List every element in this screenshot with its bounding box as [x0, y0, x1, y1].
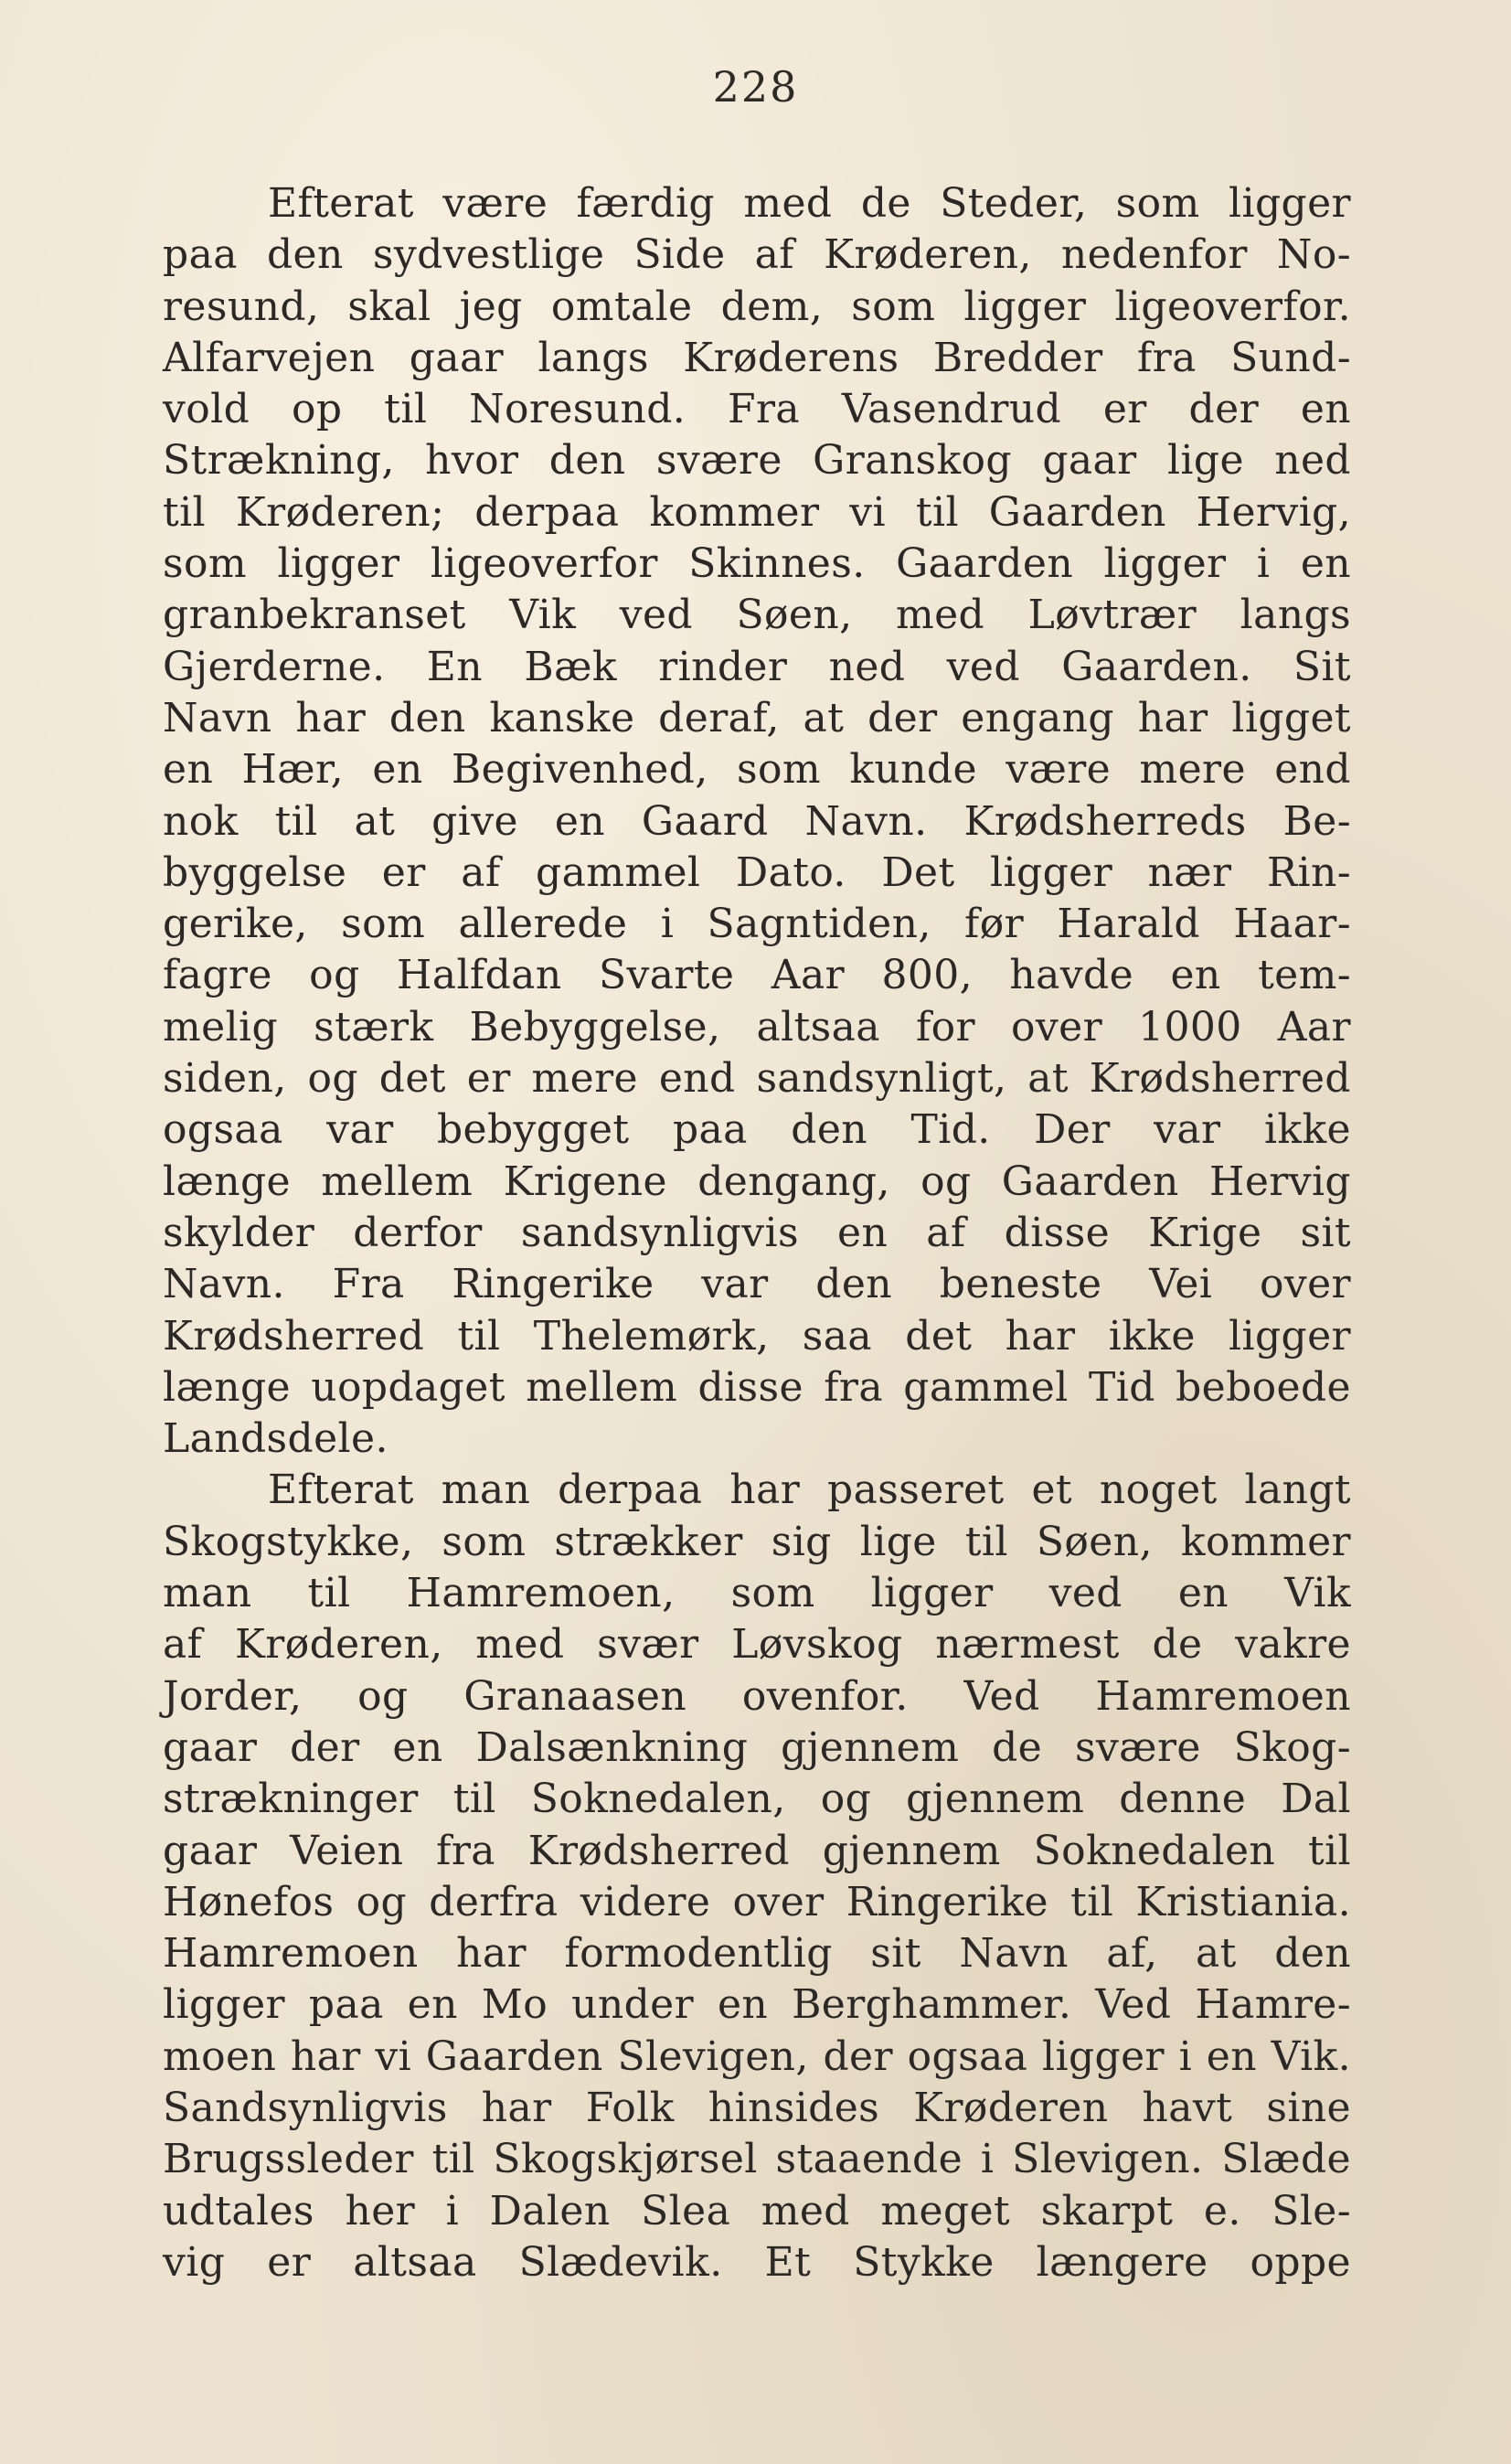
text-line: granbekranset Vik ved Søen, med Løvtrær langs — [163, 592, 1351, 639]
text-line: resund, skal jeg omtale dem, som ligger ligeoverfor. — [163, 283, 1351, 330]
text-line: Jorder, og Granaasen ovenfor. Ved Hamremoen — [163, 1672, 1351, 1720]
text-line: Skogstykke, som strækker sig lige til Søen, kommer — [163, 1518, 1351, 1565]
page-number: 228 — [712, 62, 799, 112]
text-line: Landsdele. — [163, 1415, 388, 1463]
text-line: fagre og Halfdan Svarte Aar 800, havde en tem- — [163, 952, 1351, 999]
text-line: melig stærk Bebyggelse, altsaa for over 1000 Aar — [163, 1003, 1351, 1051]
text-line: vig er altsaa Slædevik. Et Stykke længere oppe — [163, 2238, 1351, 2286]
text-line: strækninger til Soknedalen, og gjennem denne Dal — [163, 1776, 1351, 1823]
body-text — [163, 178, 1351, 2288]
text-line: vold op til Noresund. Fra Vasendrud er der en — [163, 386, 1351, 433]
text-line: gaar Veien fra Krødsherred gjennem Soknedalen til — [163, 1827, 1351, 1874]
text-line: paa den sydvestlige Side af Krøderen, nedenfor No- — [163, 231, 1351, 279]
text-line: Strækning, hvor den svære Granskog gaar lige ned — [163, 437, 1351, 485]
text-line: til Krøderen; derpaa kommer vi til Gaarden Hervig, — [163, 488, 1351, 536]
text-line: Krødsherred til Thelemørk, saa det har ikke ligger — [163, 1312, 1351, 1360]
text-line: af Krøderen, med svær Løvskog nærmest de vakre — [163, 1621, 1351, 1669]
text-line: moen har vi Gaarden Slevigen, der ogsaa ligger i en Vik. — [163, 2032, 1351, 2080]
text-line: man til Hamremoen, som ligger ved en Vik — [163, 1570, 1351, 1617]
text-line: Sandsynligvis har Folk hinsides Krøderen havt sine — [163, 2084, 1351, 2131]
text-line: en Hær, en Begivenhed, som kunde være mere end — [163, 746, 1351, 794]
text-line: skylder derfor sandsynligvis en af disse Krige sit — [163, 1209, 1351, 1256]
text-line: længe mellem Krigene dengang, og Gaarden Hervig — [163, 1157, 1351, 1205]
text-line: Efterat være færdig med de Steder, som ligger — [268, 180, 1351, 227]
text-line: byggelse er af gammel Dato. Det ligger nær Rin- — [163, 848, 1351, 896]
text-line: som ligger ligeoverfor Skinnes. Gaarden ligger i en — [163, 540, 1351, 588]
text-line: Hønefos og derfra videre over Ringerike til Kristiania. — [163, 1878, 1351, 1925]
text-line: Hamremoen har formodentlig sit Navn af, at den — [163, 1930, 1351, 1978]
text-line: Navn. Fra Ringerike var den beneste Vei over — [163, 1261, 1351, 1308]
text-line: ligger paa en Mo under en Berghammer. Ved Hamre- — [163, 1981, 1351, 2029]
text-line: gaar der en Dalsænkning gjennem de svære Skog- — [163, 1723, 1351, 1771]
text-line: nok til at give en Gaard Navn. Krødsherreds Be- — [163, 797, 1351, 845]
text-line: længe uopdaget mellem disse fra gammel Tid beboede — [163, 1363, 1351, 1411]
text-line: Efterat man derpaa har passeret et noget langt — [268, 1467, 1351, 1514]
text-line: ogsaa var bebygget paa den Tid. Der var ikke — [163, 1106, 1351, 1154]
text-line: udtales her i Dalen Slea med meget skarpt e. Sle- — [163, 2187, 1351, 2235]
text-line: Alfarvejen gaar langs Krøderens Bredder fra Sund- — [163, 334, 1351, 381]
text-line: Brugssleder til Skogskjørsel staaende i Slevigen. Slæde — [163, 2136, 1351, 2183]
text-line: gerike, som allerede i Sagntiden, før Harald Haar- — [163, 901, 1351, 948]
text-line: Navn har den kanske deraf, at der engang har ligget — [163, 694, 1351, 741]
text-line: siden, og det er mere end sandsynligt, at Krødsherred — [163, 1055, 1351, 1103]
text-line: Gjerderne. En Bæk rinder ned ved Gaarden. Sit — [163, 643, 1351, 690]
